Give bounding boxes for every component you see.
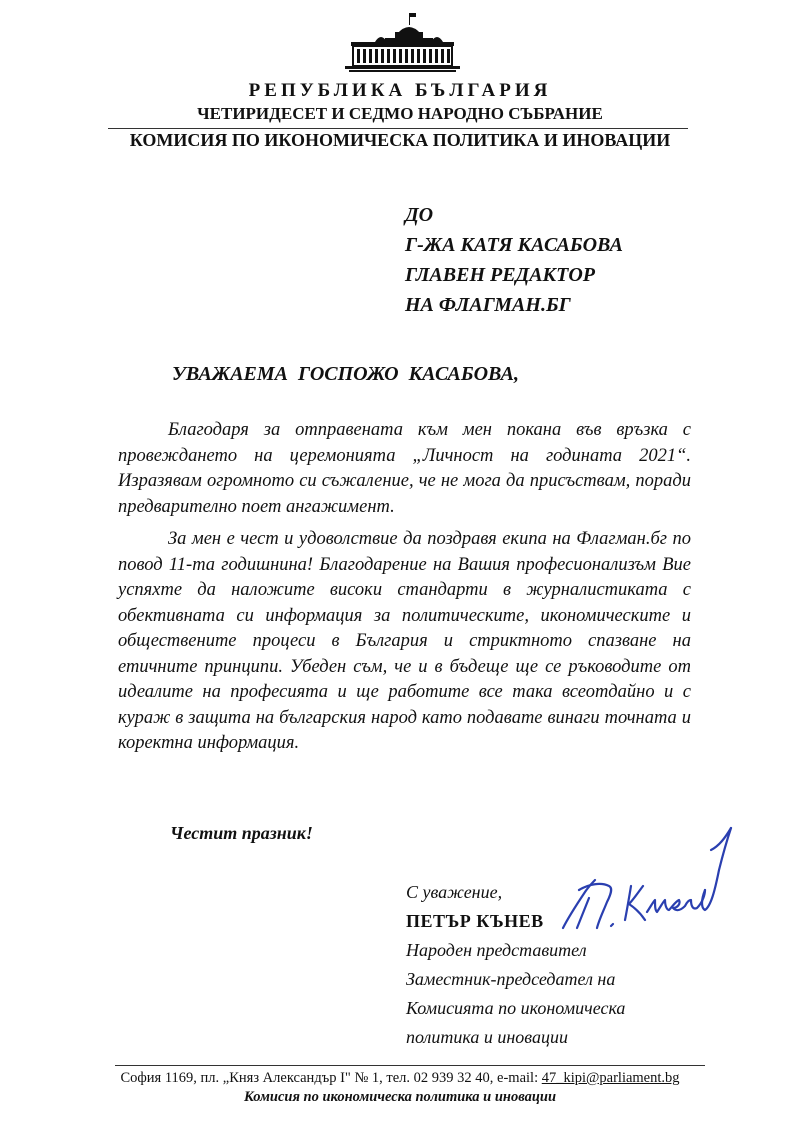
footer-divider: [115, 1065, 705, 1066]
footer-address: София 1169, пл. „Княз Александър I" № 1, тел. 02 939 32 40, e-mail:: [120, 1070, 542, 1086]
header-divider: [108, 128, 688, 129]
footer-contact: [0, 1070, 800, 1087]
addressee-title: ГЛАВЕН РЕДАКТОР: [405, 264, 595, 286]
addressee-outlet: НА ФЛАГМАН.БГ: [405, 294, 571, 316]
signoff-position-4: политика и иновации: [406, 1027, 568, 1047]
signoff-position-2: Заместник-председател на: [406, 969, 616, 989]
handwritten-signature: [555, 820, 735, 940]
footer-committee: Комисия по икономическа политика и иновации: [243, 1089, 557, 1105]
footer-email-link[interactable]: 47_kipi@parliament.bg: [541, 1070, 680, 1086]
body-paragraph-1: Благодаря за отправената към мен покана във връзка с провеждането на церемонията „Личност на годината 2021“. Изразявам огромното си съжаление, че не мога да присъствам, поради предварително поет ангажимент.: [118, 420, 691, 517]
signoff-position-3: Комисията по икономическа: [406, 998, 626, 1018]
signoff-regards: С уважение,: [406, 882, 503, 902]
committee-heading: КОМИСИЯ ПО ИКОНОМИЧЕСКА ПОЛИТИКА И ИНОВАЦИИ: [129, 130, 671, 150]
body-paragraph-2: За мен е чест и удоволствие да поздравя екипа на Флагман.бг по повод 11-та годишнина! Благодарение на Вашия професионализъм Вие успяхте да наложите високи стандарти в журналистиката с обективната си информация за политическите, икономическите и обществените процеси в България и стриктното спазване на етичните принципи. Убеден съм, че и в бъдеще ще се ръководите от идеалите на професията и ще работите все така всеотдайно и с кураж в защита на българския народ като подавате винаги точната и коректна информация.: [118, 529, 691, 753]
country-heading: РЕПУБЛИКА БЪЛГАРИЯ: [248, 80, 552, 101]
parliament-building-icon: [345, 12, 460, 74]
salutation: УВАЖАЕМА ГОСПОЖО КАСАБОВА,: [172, 363, 519, 385]
closing-greeting: Честит празник!: [170, 823, 313, 843]
assembly-heading: ЧЕТИРИДЕСЕТ И СЕДМО НАРОДНО СЪБРАНИЕ: [197, 104, 603, 123]
addressee-to: ДО: [405, 204, 434, 226]
signoff-position-1: Народен представител: [406, 940, 587, 960]
addressee-name: Г-ЖА КАТЯ КАСАБОВА: [405, 234, 623, 256]
signoff-name: ПЕТЪР КЪНЕВ: [406, 911, 544, 931]
addressee-block: [405, 200, 623, 320]
